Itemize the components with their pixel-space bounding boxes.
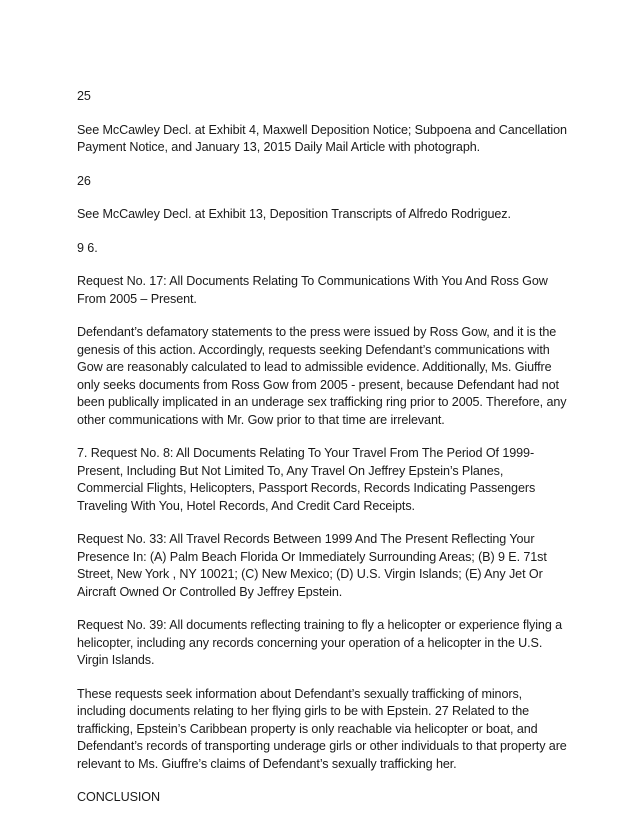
request-17: Request No. 17: All Documents Relating To Communications With You And Ross Gow From 2005 – Present. <box>77 274 548 306</box>
request-39: Request No. 39: All documents reflecting training to fly a helicopter or experience flying a helicopter, including any records concerning your operation of a helicopter in the U.S. Virgin Islands. <box>77 618 563 667</box>
document-body <box>77 88 567 823</box>
footnote-text-26: See McCawley Decl. at Exhibit 13, Deposition Transcripts of Alfredo Rodriguez. <box>77 207 511 221</box>
trafficking-argument: These requests seek information about Defendant’s sexually trafficking of minors, including documents relating to her flying girls to be with Epstein. 27 Related to the trafficking, Epstein’s Caribbean property is only reachable via helicopter or boat, and Defendant’s records of transporting underage girls or other individuals to that property are relevant to Ms. Giuffre’s claims of Defendant’s sexually trafficking her. <box>77 686 567 771</box>
conclusion-heading: CONCLUSION <box>77 790 160 804</box>
ross-gow-argument: Defendant’s defamatory statements to the press were issued by Ross Gow, and it is the genesis of this action. Accordingly, requests seeking Defendant’s communications with Gow are reasonably calculated to lead to admissible evidence. Additionally, Ms. Giuffre only seeks documents from Ross Gow from 2005 - present, because Defendant had not been publically implicated in an underage sex trafficking ring prior to 2005. Therefore, any other communications with Mr. Gow prior to that time are irrelevant. <box>77 325 567 427</box>
page-marker: 9 6. <box>77 240 98 255</box>
request-33: Request No. 33: All Travel Records Between 1999 And The Present Reflecting Your Presence In: (A) Palm Beach Florida Or Immediately Surrounding Areas; (B) 9 E. 71st Street, New York , NY 10021; (C) New Mexico; (D) U.S. Virgin Islands; (E) Any Jet Or Aircraft Owned Or Controlled By Jeffrey Epstein. <box>77 532 547 599</box>
request-8: 7. Request No. 8: All Documents Relating To Your Travel From The Period Of 1999- Present, Including But Not Limited To, Any Travel On Jeffrey Epstein’s Planes, Commercial Flights, Helicopters, Passport Records, Records Indicating Passengers Traveling With You, Hotel Records, And Credit Card Receipts. <box>77 446 536 513</box>
footnote-text-25: See McCawley Decl. at Exhibit 4, Maxwell Deposition Notice; Subpoena and Cancellation Payment Notice, and January 13, 2015 Daily Mail Article with photograph. <box>77 122 567 154</box>
footnote-number-25: 25 <box>77 89 91 103</box>
footnote-number-26: 26 <box>77 173 91 188</box>
